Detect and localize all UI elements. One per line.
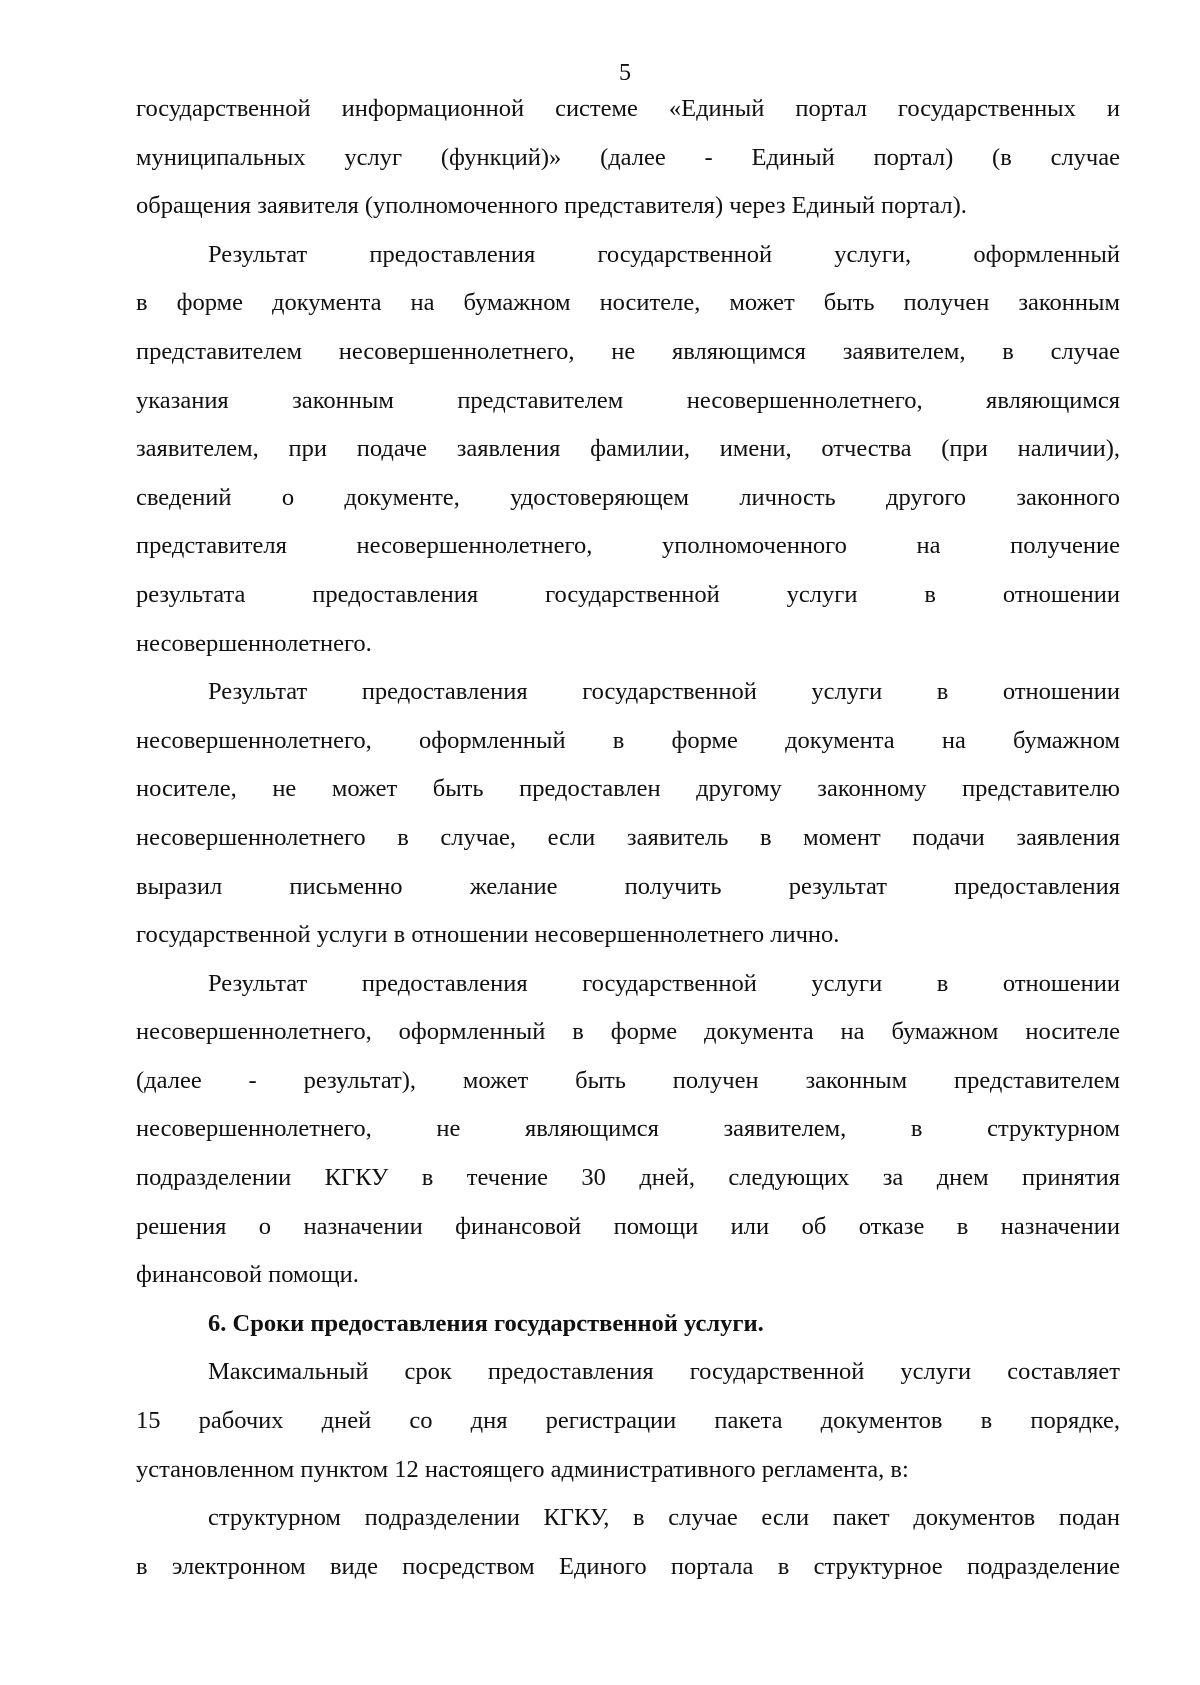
text-line: несовершеннолетнего, оформленный в форме документа на бумажном xyxy=(136,726,1120,754)
text-line: результата предоставления государственной услуги в отношении xyxy=(136,580,1120,608)
text-line: Результат предоставления государственной услуги в отношении xyxy=(208,678,1120,706)
text-line: подразделении КГКУ в течение 30 дней, следующих за днем принятия xyxy=(136,1164,1120,1192)
page-number: 5 xyxy=(619,60,631,86)
text-line: сведений о документе, удостоверяющем личность другого законного xyxy=(136,483,1120,511)
text-line: структурном подразделении КГКУ, в случае если пакет документов подан xyxy=(208,1504,1120,1532)
text-line: финансовой помощи. xyxy=(136,1261,359,1289)
text-line: выразил письменно желание получить результат предоставления xyxy=(136,872,1120,900)
text-line: представителя несовершеннолетнего, уполномоченного на получение xyxy=(136,532,1120,560)
text-line: заявителем, при подаче заявления фамилии, имени, отчества (при наличии), xyxy=(136,435,1120,463)
document-body xyxy=(136,85,1120,1591)
text-line: носителе, не может быть предоставлен другому законному представителю xyxy=(136,775,1120,803)
text-line: государственной информационной системе «Единый портал государственных и xyxy=(136,95,1120,122)
text-line: (далее - результат), может быть получен законным представителем xyxy=(136,1066,1120,1094)
text-line: установленном пунктом 12 настоящего административного регламента, в: xyxy=(136,1455,909,1483)
text-line: несовершеннолетнего, не являющимся заявителем, в структурном xyxy=(136,1115,1120,1143)
text-line: несовершеннолетнего, оформленный в форме документа на бумажном носителе xyxy=(136,1018,1120,1046)
text-line: решения о назначении финансовой помощи или об отказе в назначении xyxy=(136,1212,1120,1240)
text-line: Максимальный срок предоставления государственной услуги составляет xyxy=(208,1358,1120,1386)
text-line: 15 рабочих дней со дня регистрации пакета документов в порядке, xyxy=(136,1407,1120,1435)
text-line: обращения заявителя (уполномоченного представителя) через Единый портал). xyxy=(136,192,967,220)
text-line: муниципальных услуг (функций)» (далее - Единый портал) (в случае xyxy=(136,143,1120,171)
section-heading: 6. Сроки предоставления государственной услуги. xyxy=(208,1309,764,1337)
text-line: несовершеннолетнего в случае, если заявитель в момент подачи заявления xyxy=(136,823,1120,851)
text-line: указания законным представителем несовершеннолетнего, являющимся xyxy=(136,386,1120,414)
text-line: в форме документа на бумажном носителе, может быть получен законным xyxy=(136,289,1120,317)
text-line: в электронном виде посредством Единого портала в структурное подразделение xyxy=(136,1552,1120,1580)
text-line: несовершеннолетнего. xyxy=(136,629,372,657)
text-line: государственной услуги в отношении несовершеннолетнего лично. xyxy=(136,921,840,949)
text-line: Результат предоставления государственной услуги в отношении xyxy=(208,969,1120,997)
text-line: представителем несовершеннолетнего, не являющимся заявителем, в случае xyxy=(136,337,1120,365)
text-line: Результат предоставления государственной услуги, оформленный xyxy=(208,240,1120,268)
